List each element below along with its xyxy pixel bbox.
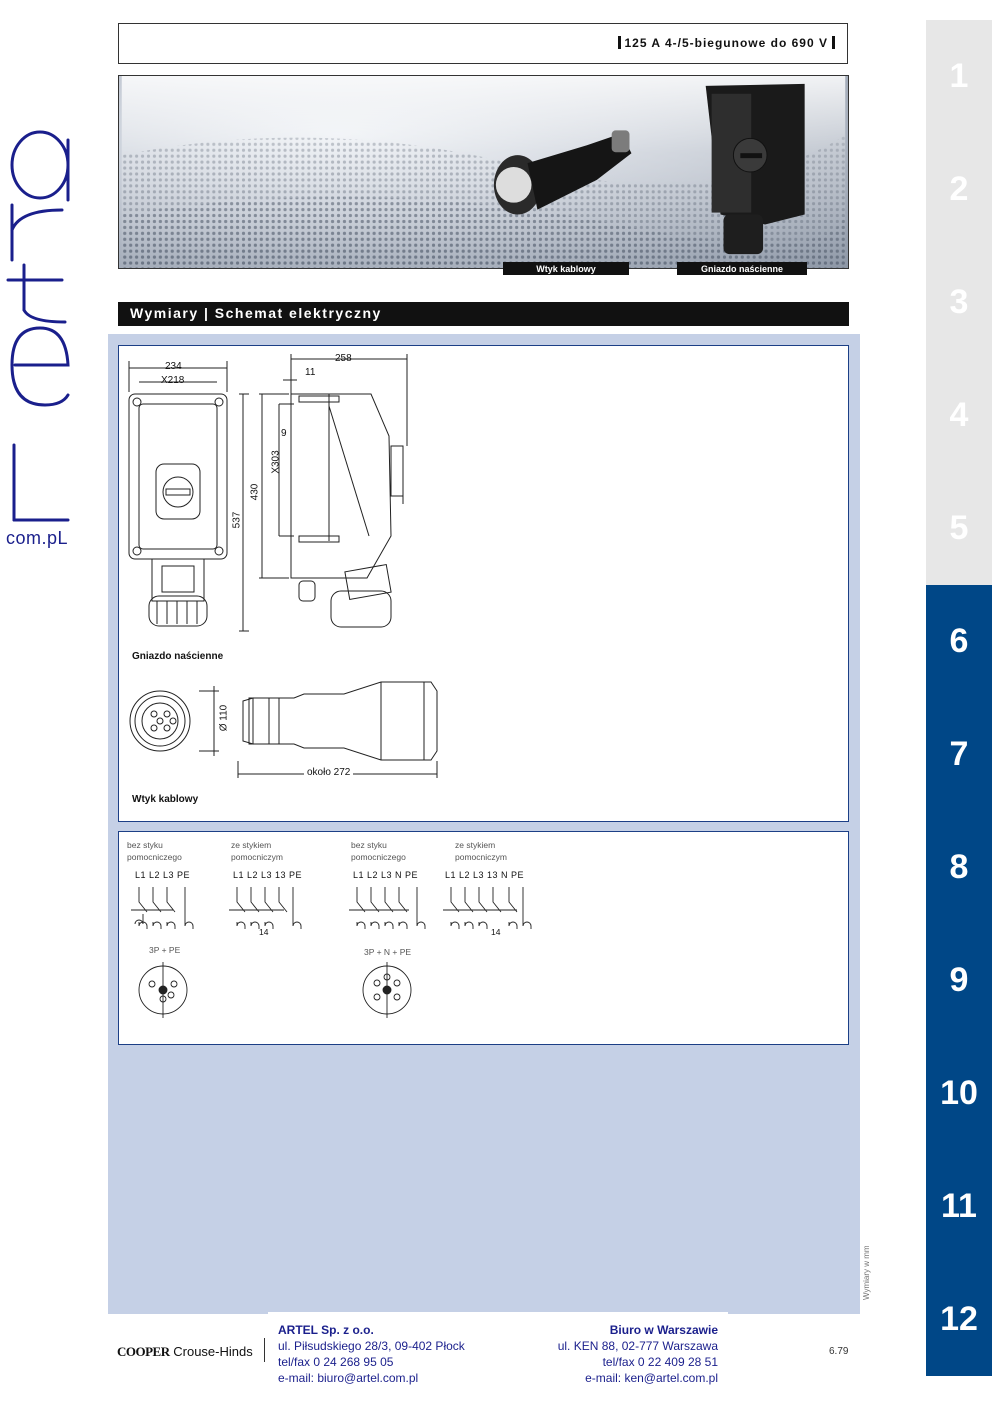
label-cable-plug: Wtyk kablowy — [132, 794, 199, 805]
schematic-group-2-pins: L1 L2 L3 13 PE — [233, 870, 303, 880]
cooper-logo-bold: COOPER — [117, 1344, 170, 1359]
page-title-text: 125 A 4-/5-biegunowe do 690 V — [624, 36, 828, 50]
address-warsaw-email[interactable]: e-mail: ken@artel.com.pl — [585, 1371, 718, 1385]
address-plock-street: ul. Piłsudskiego 28/3, 09-402 Płock — [278, 1339, 465, 1353]
dim-9: 9 — [281, 428, 287, 439]
address-warsaw-title: Biuro w Warszawie — [609, 1323, 718, 1337]
address-warsaw-phone: tel/fax 0 22 409 28 51 — [602, 1355, 718, 1369]
product-banner — [118, 75, 849, 269]
chapter-tab-10[interactable]: 10 — [926, 1037, 992, 1150]
schematic-group-3-title: bez styku pomocniczego — [351, 840, 406, 862]
dim-272: około 272 — [304, 767, 353, 779]
mesh-background — [119, 76, 848, 268]
dim-11: 11 — [305, 367, 316, 378]
schematic-panel — [118, 831, 849, 1045]
dimensions-panel — [118, 345, 849, 822]
aux-contact-label-1: 14 — [259, 927, 269, 937]
config-3p-pe: 3P + PE — [149, 945, 181, 955]
page-number: 6.79 — [829, 1346, 849, 1357]
address-warsaw — [518, 1322, 718, 1386]
address-plock-email[interactable]: e-mail: biuro@artel.com.pl — [278, 1371, 419, 1385]
logo-subtitle: com.pL — [6, 528, 69, 548]
address-warsaw-street: ul. KEN 88, 02-777 Warszawa — [557, 1339, 718, 1353]
cooper-logo — [117, 1344, 253, 1360]
schematic-group-4-title: ze stykiem pomocniczym — [455, 840, 507, 862]
chapter-tab-11[interactable]: 11 — [926, 1150, 992, 1263]
chapter-tab-4[interactable]: 4 — [926, 359, 992, 472]
units-note: Wymiary w mm — [862, 1245, 871, 1300]
page-title — [614, 36, 840, 50]
caption-cable-plug: Wtyk kablowy — [503, 262, 629, 275]
label-wall-socket: Gniazdo naścienne — [132, 651, 224, 662]
section-title: Wymiary | Schemat elektryczny — [118, 302, 849, 326]
dim-430: 430 — [249, 483, 261, 501]
config-3p-n-pe: 3P + N + PE — [364, 947, 412, 957]
schematic-drawing — [119, 832, 847, 1043]
header-box — [118, 23, 848, 64]
schematic-group-1-pins: L1 L2 L3 PE — [135, 870, 191, 880]
address-plock — [278, 1322, 465, 1386]
address-plock-title: ARTEL Sp. z o.o. — [278, 1323, 374, 1337]
dim-537: 537 — [231, 511, 243, 529]
dim-x218: X218 — [161, 375, 185, 386]
caption-wall-socket: Gniazdo naścienne — [677, 262, 807, 275]
chapter-tab-3[interactable]: 3 — [926, 246, 992, 359]
aux-contact-label-2: 14 — [491, 927, 501, 937]
dim-258: 258 — [335, 353, 352, 364]
cooper-logo-rest: Crouse-Hinds — [173, 1344, 253, 1359]
chapter-tab-1[interactable]: 1 — [926, 20, 992, 133]
schematic-group-2-title: ze stykiem pomocniczym — [231, 840, 283, 862]
chapter-tab-2[interactable]: 2 — [926, 133, 992, 246]
chapter-tab-9[interactable]: 9 — [926, 924, 992, 1037]
dim-110: Ø 110 — [218, 704, 230, 732]
schematic-group-1-title: bez styku pomocniczego — [127, 840, 182, 862]
dimension-drawing — [119, 346, 847, 820]
chapter-tab-7[interactable]: 7 — [926, 698, 992, 811]
chapter-tab-8[interactable]: 8 — [926, 811, 992, 924]
schematic-group-4-pins: L1 L2 L3 13 N PE — [445, 870, 525, 880]
footer-divider — [264, 1338, 265, 1362]
dim-234: 234 — [165, 361, 182, 372]
schematic-group-3-pins: L1 L2 L3 N PE — [353, 870, 419, 880]
chapter-tab-12[interactable]: 12 — [926, 1263, 992, 1376]
artel-logo — [0, 60, 80, 560]
address-plock-phone: tel/fax 0 24 268 95 05 — [278, 1355, 394, 1369]
dim-x303: X303 — [270, 450, 282, 474]
chapter-tab-6[interactable]: 6 — [926, 585, 992, 698]
chapter-tab-5[interactable]: 5 — [926, 472, 992, 585]
